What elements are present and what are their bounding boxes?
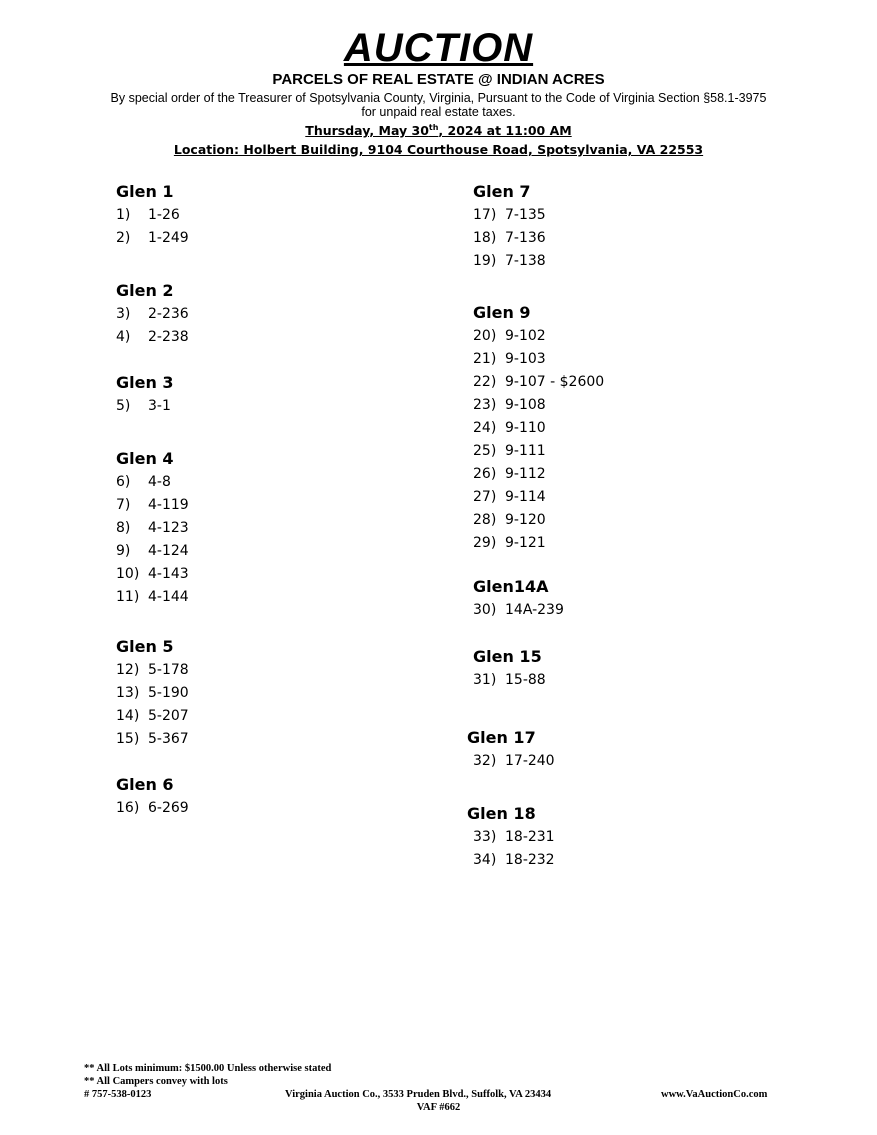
footer-note-minimum: ** All Lots minimum: $1500.00 Unless otherwise stated xyxy=(84,1063,332,1074)
footer-vaf: VAF #662 xyxy=(416,1102,461,1113)
item-number: 8) xyxy=(116,520,131,536)
footer-phone: # 757-538-0123 xyxy=(84,1089,152,1100)
list-item xyxy=(473,669,546,692)
parcel-id: 9-111 xyxy=(505,443,546,459)
group-heading: Glen14A xyxy=(473,577,549,596)
group-heading: Glen 5 xyxy=(116,637,174,656)
list-item xyxy=(473,849,555,872)
parcel-group xyxy=(116,774,189,820)
parcel-id: 1-249 xyxy=(148,230,189,246)
item-number: 12) xyxy=(116,662,140,678)
list-item xyxy=(116,659,189,682)
parcel-id: 9-120 xyxy=(505,512,546,528)
date-suffix: , 2024 at 11:00 AM xyxy=(438,123,572,138)
parcel-id: 7-136 xyxy=(505,230,546,246)
item-number: 31) xyxy=(473,672,497,688)
item-number: 13) xyxy=(116,685,140,701)
auction-location: Location: Holbert Building, 9104 Courthouse Road, Spotsylvania, VA 22553 xyxy=(173,142,704,157)
parcel-id: 5-367 xyxy=(148,731,189,747)
list-item xyxy=(473,463,604,486)
item-number: 28) xyxy=(473,512,497,528)
footer-note-campers: ** All Campers convey with lots xyxy=(84,1076,228,1087)
parcel-id: 4-144 xyxy=(148,589,189,605)
parcel-id: 3-1 xyxy=(148,398,171,414)
parcel-id: 5-190 xyxy=(148,685,189,701)
list-item xyxy=(116,563,189,586)
parcel-id: 18-232 xyxy=(505,852,555,868)
list-item xyxy=(473,440,604,463)
item-number: 32) xyxy=(473,753,497,769)
parcel-id: 9-112 xyxy=(505,466,546,482)
group-heading: Glen 2 xyxy=(116,281,174,300)
date-ordinal: th xyxy=(428,122,439,132)
parcel-group xyxy=(467,803,555,872)
group-heading: Glen 17 xyxy=(467,728,536,747)
parcel-id: 9-102 xyxy=(505,328,546,344)
group-heading: Glen 7 xyxy=(473,182,531,201)
list-item xyxy=(116,303,189,326)
item-number: 26) xyxy=(473,466,497,482)
item-number: 34) xyxy=(473,852,497,868)
parcel-id: 5-207 xyxy=(148,708,189,724)
group-heading: Glen 1 xyxy=(116,182,174,201)
item-number: 10) xyxy=(116,566,140,582)
item-number: 19) xyxy=(473,253,497,269)
parcel-id: 9-110 xyxy=(505,420,546,436)
footer-company-address: Virginia Auction Co., 3533 Pruden Blvd., Suffolk, VA 23434 xyxy=(285,1089,552,1100)
list-item xyxy=(116,682,189,705)
item-number: 18) xyxy=(473,230,497,246)
item-number: 5) xyxy=(116,398,131,414)
item-number: 15) xyxy=(116,731,140,747)
list-item xyxy=(116,517,189,540)
parcel-group xyxy=(473,646,546,692)
list-item xyxy=(116,797,189,820)
item-number: 23) xyxy=(473,397,497,413)
parcel-id: 9-107 - $2600 xyxy=(505,374,605,390)
parcel-id: 5-178 xyxy=(148,662,189,678)
group-heading: Glen 18 xyxy=(467,804,536,823)
group-heading: Glen 6 xyxy=(116,775,174,794)
list-item xyxy=(116,705,189,728)
list-item xyxy=(473,417,604,440)
list-item xyxy=(473,532,604,555)
parcel-id: 4-143 xyxy=(148,566,189,582)
parcel-id: 18-231 xyxy=(505,829,555,845)
parcel-id: 9-114 xyxy=(505,489,546,505)
list-item xyxy=(473,826,555,849)
item-number: 7) xyxy=(116,497,131,513)
item-number: 11) xyxy=(116,589,140,605)
item-number: 21) xyxy=(473,351,497,367)
list-item xyxy=(116,395,174,418)
parcel-id: 15-88 xyxy=(505,672,546,688)
item-number: 25) xyxy=(473,443,497,459)
parcel-id: 2-236 xyxy=(148,306,189,322)
item-number: 27) xyxy=(473,489,497,505)
parcel-group xyxy=(473,576,564,622)
item-number: 14) xyxy=(116,708,140,724)
list-item xyxy=(116,728,189,751)
list-item xyxy=(473,325,604,348)
parcel-id: 14A-239 xyxy=(505,602,564,618)
group-heading: Glen 3 xyxy=(116,373,174,392)
list-item xyxy=(116,494,189,517)
list-item xyxy=(116,227,189,250)
list-item xyxy=(473,250,546,273)
auction-date xyxy=(0,122,877,139)
parcel-group xyxy=(467,727,555,773)
item-number: 33) xyxy=(473,829,497,845)
parcel-id: 7-138 xyxy=(505,253,546,269)
parcel-group xyxy=(473,302,604,555)
item-number: 4) xyxy=(116,329,131,345)
parcel-id: 9-108 xyxy=(505,397,546,413)
parcel-group xyxy=(473,181,546,273)
list-item xyxy=(473,204,546,227)
list-item xyxy=(473,750,555,773)
auction-title: AUCTION xyxy=(343,26,534,70)
item-number: 16) xyxy=(116,800,140,816)
item-number: 22) xyxy=(473,374,497,390)
group-heading: Glen 4 xyxy=(116,449,174,468)
special-order-text: By special order of the Treasurer of Spotsylvania County, Virginia, Pursuant to the Code of Virginia Section §58.1-3975 xyxy=(110,91,767,105)
item-number: 6) xyxy=(116,474,131,490)
list-item xyxy=(116,471,189,494)
date-prefix: Thursday, May 30 xyxy=(305,123,429,138)
parcel-id: 4-124 xyxy=(148,543,189,559)
parcel-group xyxy=(116,372,174,418)
item-number: 24) xyxy=(473,420,497,436)
item-number: 2) xyxy=(116,230,131,246)
item-number: 1) xyxy=(116,207,131,223)
parcel-group xyxy=(116,280,189,349)
parcel-id: 9-103 xyxy=(505,351,546,367)
special-order-text-2: for unpaid real estate taxes. xyxy=(361,105,516,119)
list-item xyxy=(473,227,546,250)
parcel-id: 2-238 xyxy=(148,329,189,345)
parcel-id: 4-8 xyxy=(148,474,171,490)
item-number: 30) xyxy=(473,602,497,618)
parcel-group xyxy=(116,181,189,250)
parcel-id: 4-123 xyxy=(148,520,189,536)
parcel-group xyxy=(116,636,189,751)
list-item xyxy=(116,326,189,349)
subtitle: PARCELS OF REAL ESTATE @ INDIAN ACRES xyxy=(272,71,605,88)
item-number: 20) xyxy=(473,328,497,344)
item-number: 9) xyxy=(116,543,131,559)
parcel-group xyxy=(116,448,189,609)
parcel-id: 4-119 xyxy=(148,497,189,513)
footer-website: www.VaAuctionCo.com xyxy=(661,1089,768,1100)
list-item xyxy=(473,486,604,509)
item-number: 3) xyxy=(116,306,131,322)
list-item xyxy=(473,394,604,417)
list-item xyxy=(473,348,604,371)
item-number: 29) xyxy=(473,535,497,551)
parcel-id: 9-121 xyxy=(505,535,546,551)
parcel-id: 7-135 xyxy=(505,207,546,223)
item-number: 17) xyxy=(473,207,497,223)
parcel-id: 17-240 xyxy=(505,753,555,769)
list-item xyxy=(116,540,189,563)
list-item xyxy=(473,371,604,394)
group-heading: Glen 15 xyxy=(473,647,542,666)
group-heading: Glen 9 xyxy=(473,303,531,322)
parcel-id: 6-269 xyxy=(148,800,189,816)
list-item xyxy=(116,586,189,609)
list-item xyxy=(473,599,564,622)
parcel-id: 1-26 xyxy=(148,207,180,223)
list-item xyxy=(116,204,189,227)
list-item xyxy=(473,509,604,532)
